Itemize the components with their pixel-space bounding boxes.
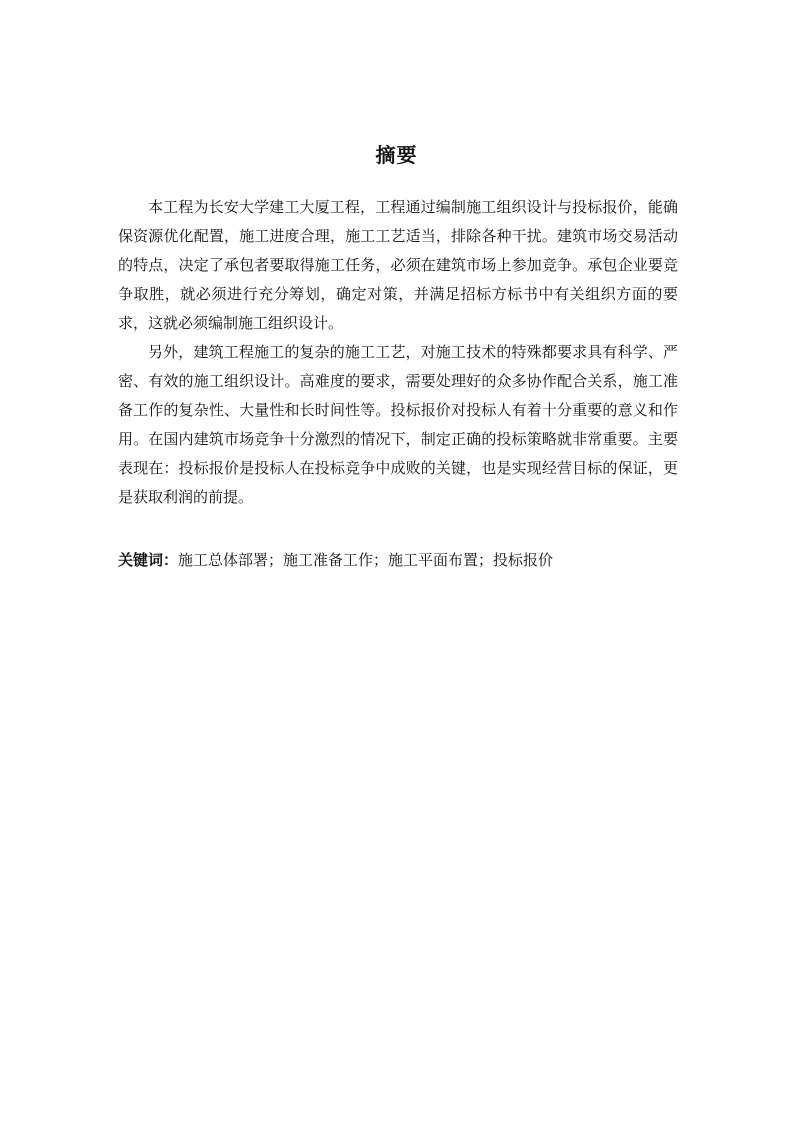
keywords-label: 关键词：: [118, 551, 179, 569]
abstract-paragraph-1: 本工程为长安大学建工大厦工程，工程通过编制施工组织设计与投标报价，能确保资源优化配置，施工进度合理，施工工艺适当，排除各种干扰。建筑市场交易活动的特点，决定了承包者要取得施工任务，必须在建筑市场上参加竞争。承包企业要竞争取胜，就必须进行充分筹划，确定对策，并满足招标方标书中有关组织方面的要求，这就必须编制施工组织设计。: [118, 198, 678, 332]
abstract-paragraph-2: 另外，建筑工程施工的复杂的施工工艺，对施工技术的特殊都要求具有科学、严密、有效的施工组织设计。高难度的要求，需要处理好的众多协作配合关系，施工准备工作的复杂性、大量性和长时间性等。投标报价对投标人有着十分重要的意义和作用。在国内建筑市场竞争十分激烈的情况下，制定正确的投标策略就非常重要。主要表现在：投标报价是投标人在投标竞争中成败的关键，也是实现经营目标的保证，更是获取利润的前提。: [118, 343, 678, 506]
abstract-body: [118, 193, 678, 512]
keywords-line: [118, 547, 678, 573]
keywords-text: 施工总体部署；施工准备工作；施工平面布置；投标报价: [178, 551, 554, 569]
abstract-title: 摘要: [375, 143, 418, 167]
